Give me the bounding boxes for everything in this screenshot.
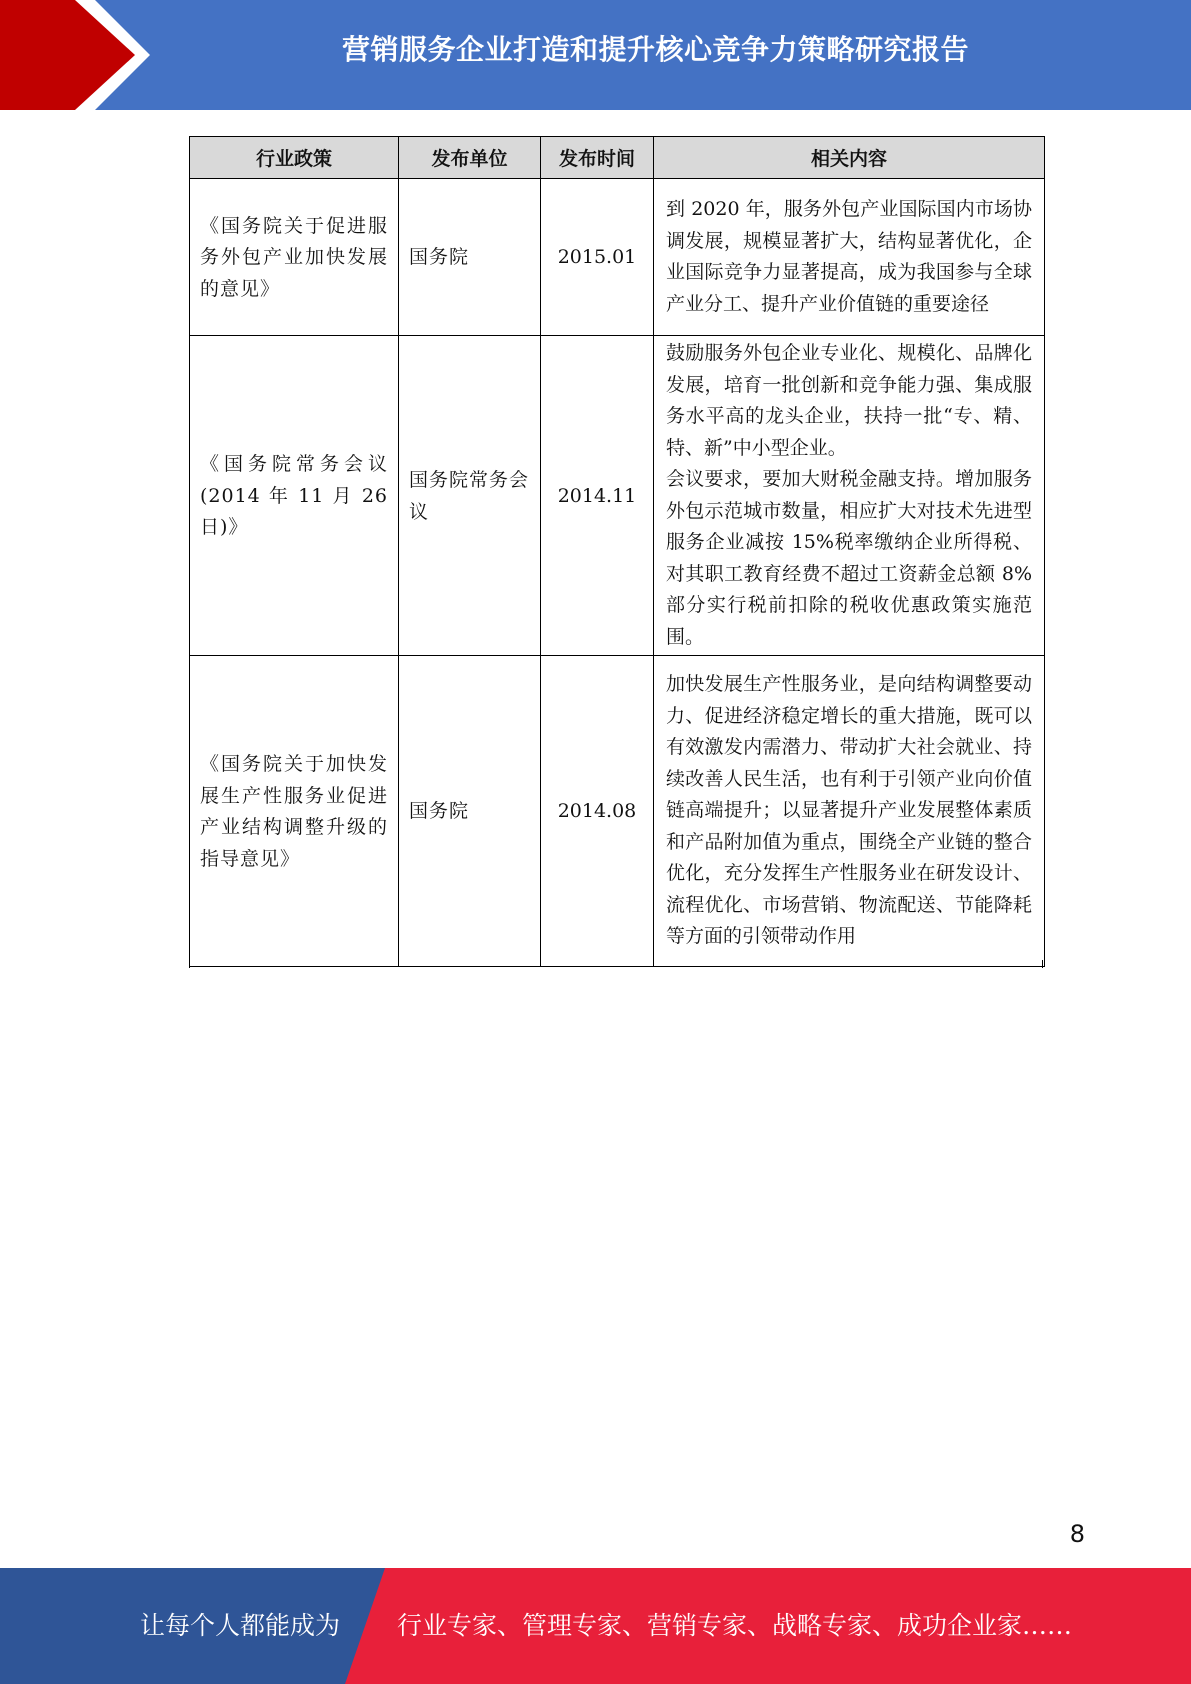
policy-name-cell: 《国务院关于加快发展生产性服务业促进产业结构调整升级的指导意见》 [190,656,399,967]
table-continuation-line [1042,960,1043,968]
date-cell: 2014.08 [541,656,654,967]
content-paragraph: 会议要求，要加大财税金融支持。增加服务外包示范城市数量，相应扩大对技术先进型服务企业减按 15%税率缴纳企业所得税、对其职工教育经费不超过工资薪金总额 8%部分实行税前扣除的税收优惠政策实施范围。 [666,468,1032,648]
date-cell: 2014.11 [541,336,654,656]
table-header-row [190,137,1045,179]
issuer-cell: 国务院常务会议 [399,336,541,656]
column-header-content: 相关内容 [654,137,1045,179]
footer-slogan-right: 行业专家、管理专家、营销专家、战略专家、成功企业家…… [397,1611,1073,1640]
column-header-date: 发布时间 [541,137,654,179]
footer-slogan-left: 让每个人都能成为 [140,1611,341,1640]
policy-name-cell: 《国务院常务会议(2014 年 11 月 26 日)》 [190,336,399,656]
date-cell: 2015.01 [541,179,654,336]
content-paragraph: 加快发展生产性服务业，是向结构调整要动力、促进经济稳定增长的重大措施，既可以有效激发内需潜力、带动扩大社会就业、持续改善人民生活，也有利于引领产业向价值链高端提升；以显著提升产业发展整体素质和产品附加值为重点，围绕全产业链的整合优化，充分发挥生产性服务业在研发设计、流程优化、市场营销、物流配送、节能降耗等方面的引领带动作用 [666,673,1032,948]
policy-table [189,136,1045,967]
page-header [0,0,1191,110]
page-number: 8 [1069,1520,1085,1548]
content-cell [654,336,1045,656]
column-header-policy: 行业政策 [190,137,399,179]
table-row [190,179,1045,336]
policy-name-cell: 《国务院关于促进服务外包产业加快发展的意见》 [190,179,399,336]
content-paragraph: 鼓励服务外包企业专业化、规模化、品牌化发展，培育一批创新和竞争能力强、集成服务水平高的龙头企业，扶持一批“专、精、特、新”中小型企业。 [666,342,1032,459]
table-row [190,656,1045,967]
content-paragraph: 到 2020 年，服务外包产业国际国内市场协调发展，规模显著扩大，结构显著优化，企业国际竞争力显著提高，成为我国参与全球产业分工、提升产业价值链的重要途径 [666,198,1032,315]
issuer-cell: 国务院 [399,179,541,336]
arrow-decoration-icon [0,0,160,110]
issuer-cell: 国务院 [399,656,541,967]
table-continuation-line [189,960,190,968]
content-cell [654,179,1045,336]
report-title: 营销服务企业打造和提升核心竞争力策略研究报告 [341,33,969,66]
table-row [190,336,1045,656]
page-footer [0,1568,1191,1684]
column-header-issuer: 发布单位 [399,137,541,179]
content-cell [654,656,1045,967]
